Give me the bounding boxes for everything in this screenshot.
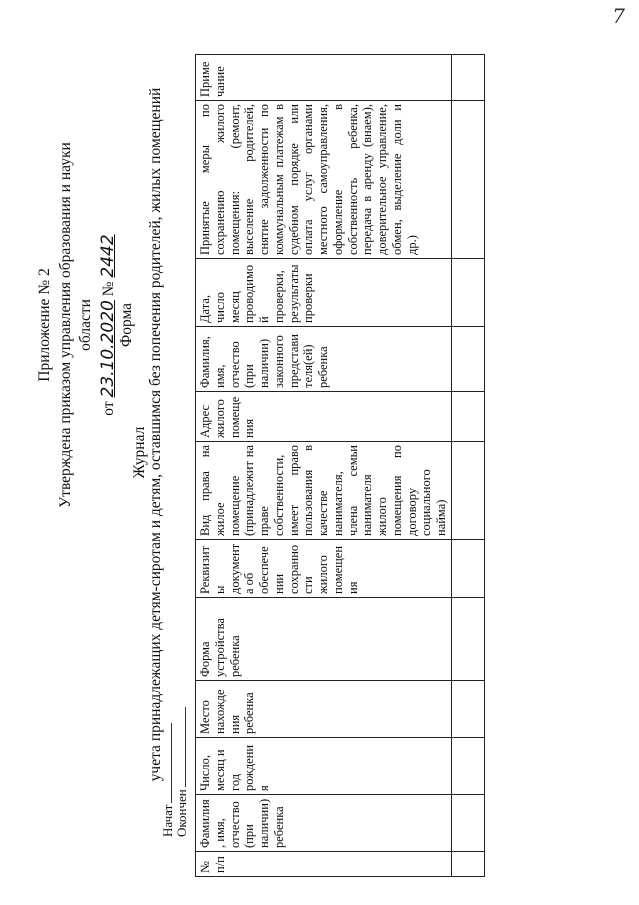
col-address: Адрес жилого помещения [196, 392, 452, 442]
finished-label: Окончен [174, 789, 189, 837]
table-cell[interactable] [451, 795, 484, 852]
table-cell[interactable] [451, 259, 484, 327]
col-placement-form: Форма устройства ребенка [196, 598, 452, 681]
order-number: 2442 [98, 234, 118, 278]
table-cell[interactable] [451, 101, 484, 259]
approval-line-2: области [77, 299, 94, 351]
col-number: № п/п [196, 852, 452, 877]
journal-title: Журнал [131, 426, 148, 479]
col-measures-taken: Принятые меры по сохранению жилого помещения: (ремонт, выселение родителей, снятие задолженности по коммунальным платежам в судебном порядке или оплата услуг органами местного самоуправления, оформление в собственность ребенка, передача в аренду (внаем), доверительное управление, обмен, выделение доли и др.) [196, 101, 452, 259]
started-line [171, 723, 172, 803]
table-row [451, 55, 484, 877]
order-date: 23.10.2020 [98, 300, 118, 398]
col-child-name: Фамилия, имя, отчество (при наличии) ребенка [196, 795, 452, 852]
col-notes: Примечание [196, 55, 452, 101]
appendix-title: Приложение № 2 [36, 268, 53, 382]
table-header-row [196, 55, 452, 877]
journal-table [195, 54, 485, 877]
page-number: 7 [612, 4, 625, 28]
table-cell[interactable] [451, 442, 484, 540]
col-representative-name: Фамилия, имя, отчество (при наличии) законного представителя(ей) ребенка [196, 327, 452, 392]
order-line [98, 0, 118, 775]
form-label: Форма [118, 302, 135, 348]
table-cell[interactable] [451, 55, 484, 101]
order-prefix: от [100, 401, 117, 416]
started-label: Начат [160, 804, 175, 837]
table-cell[interactable] [451, 392, 484, 442]
table-cell[interactable] [451, 540, 484, 598]
table-cell[interactable] [451, 738, 484, 795]
col-inspection-date: Дата, число месяц проводимой проверки, результаты проверки [196, 259, 452, 327]
col-document-details: Реквизиты документа об обеспечении сохранности жилого помещения [196, 540, 452, 598]
approval-line-1: Утверждена приказом управления образования и науки [57, 142, 74, 508]
journal-subtitle: учета принадлежащих детям-сиротам и детям, оставшимся без попечения родителей, жилых помещений [147, 87, 164, 782]
table-cell[interactable] [451, 327, 484, 392]
table-cell[interactable] [451, 852, 484, 877]
col-birth-date: Число, месяц и год рождения [196, 738, 452, 795]
order-number-label: № [100, 281, 117, 297]
table-cell[interactable] [451, 681, 484, 738]
finished-field [174, 707, 190, 837]
col-right-type: Вид права на жилое помещение (принадлежит на праве собственности, имеет право пользования в качестве нанимателя, члена семьи нанимателя жилого помещения по договору социального найма) [196, 442, 452, 540]
table-cell[interactable] [451, 598, 484, 681]
finished-line [185, 707, 186, 787]
col-child-location: Место нахождения ребенка [196, 681, 452, 738]
